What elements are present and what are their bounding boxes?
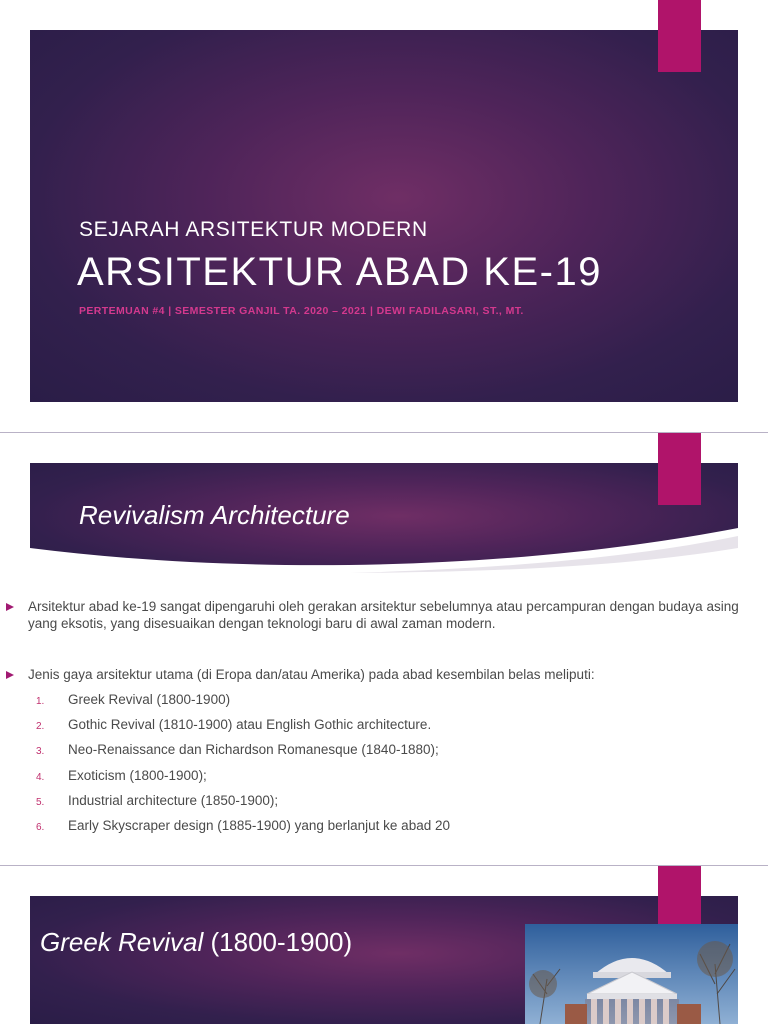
accent-tab <box>658 433 701 505</box>
slide-2 <box>0 433 768 865</box>
list-number: 6. <box>36 822 45 833</box>
list-text: Early Skyscraper design (1885-1900) yang berlanjut ke abad 20 <box>68 818 450 833</box>
section-heading: Revivalism Architecture <box>79 500 350 530</box>
bullet-item <box>6 666 746 683</box>
accent-tab <box>658 0 701 72</box>
list-number: 4. <box>36 772 45 783</box>
slide-1 <box>0 0 768 432</box>
accent-tab <box>658 866 701 926</box>
header-wave-decoration <box>0 528 768 588</box>
list-text: Neo-Renaissance dan Richardson Romanesque (1840-1880); <box>68 742 439 757</box>
list-number: 5. <box>36 797 45 808</box>
bullet-text: Jenis gaya arsitektur utama (di Eropa dan/atau Amerika) pada abad kesembilan belas meliputi: <box>28 667 595 682</box>
list-number: 3. <box>36 746 45 757</box>
heading-date-part: (1800-1900) <box>203 927 353 957</box>
list-number: 2. <box>36 721 45 732</box>
rotunda-illustration <box>525 924 738 1024</box>
slide-meta: PERTEMUAN #4 | SEMESTER GANJIL TA. 2020 – 2021 | DEWI FADILASARI, ST., MT. <box>79 305 524 317</box>
slide-3 <box>0 866 768 1024</box>
section-heading <box>40 927 352 958</box>
slide-1-background <box>30 30 738 402</box>
list-text: Industrial architecture (1850-1900); <box>68 793 279 808</box>
list-text: Gothic Revival (1810-1900) atau English Gothic architecture. <box>68 717 432 732</box>
bullet-text: Arsitektur abad ke-19 sangat dipengaruhi oleh gerakan arsitektur sebelumnya atau percampuran dengan budaya asing yang eksotis, yang disesuaikan dengan teknologi baru di awal zaman modern. <box>28 599 739 631</box>
heading-italic-part: Greek Revival <box>40 927 204 957</box>
slide-subtitle: SEJARAH ARSITEKTUR MODERN <box>79 218 428 241</box>
bullet-arrow-icon <box>6 603 14 611</box>
slide-title: ARSITEKTUR ABAD KE-19 <box>77 250 602 294</box>
building-photo <box>525 924 738 1024</box>
list-text: Greek Revival (1800-1900) <box>68 692 231 707</box>
list-text: Exoticism (1800-1900); <box>68 768 207 783</box>
bullet-arrow-icon <box>6 671 14 679</box>
bullet-item <box>6 598 746 632</box>
list-number: 1. <box>36 696 45 707</box>
